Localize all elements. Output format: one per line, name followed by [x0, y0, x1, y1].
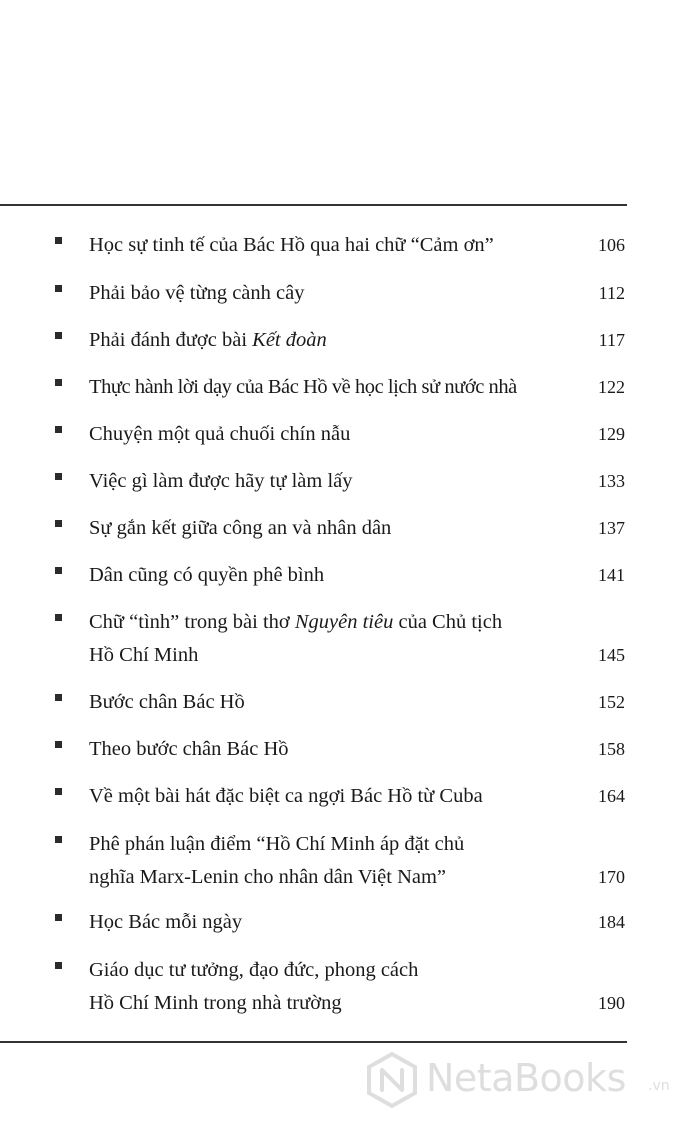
toc-entry-page: 112 [598, 283, 625, 303]
square-bullet-icon [55, 473, 62, 480]
square-bullet-icon [55, 426, 62, 433]
square-bullet-icon [55, 285, 62, 292]
toc-entry-page: 117 [598, 330, 625, 350]
toc-entry-title: Phải đánh được bài [89, 329, 253, 351]
toc-entry-title-italic: Kết đoàn [252, 329, 327, 351]
square-bullet-icon [55, 567, 62, 574]
toc-entry-title: Học sự tinh tế của Bác Hồ qua hai chữ “Cảm ơn” [89, 234, 494, 256]
toc-entry-title: Giáo dục tư tưởng, đạo đức, phong cách [89, 959, 419, 981]
square-bullet-icon [55, 379, 62, 386]
watermark [364, 1048, 684, 1112]
toc-entry-page: 184 [598, 912, 625, 932]
square-bullet-icon [55, 741, 62, 748]
toc-entry-title-cont: của Chủ tịch [393, 611, 503, 633]
square-bullet-icon [55, 332, 62, 339]
toc-entry-page: 129 [598, 424, 625, 444]
toc-entry-page: 145 [598, 645, 625, 665]
toc-entry-title-line2: Hồ Chí Minh [89, 644, 199, 666]
toc-entry-page: 152 [598, 692, 625, 712]
toc-entry-page: 141 [598, 565, 625, 585]
toc-entry-title: Theo bước chân Bác Hồ [89, 738, 289, 760]
watermark-suffix: .vn [648, 1078, 670, 1094]
toc-entry-title: Sự gắn kết giữa công an và nhân dân [89, 517, 392, 539]
square-bullet-icon [55, 520, 62, 527]
toc-entry-page: 170 [598, 867, 625, 887]
toc-entry-title: Thực hành lời dạy của Bác Hồ về học lịch sử nước nhà [89, 376, 517, 398]
toc-entry-title: Việc gì làm được hãy tự làm lấy [89, 470, 353, 492]
square-bullet-icon [55, 788, 62, 795]
toc-entry-title: Phê phán luận điểm “Hồ Chí Minh áp đặt chủ [89, 833, 465, 855]
toc-entry-page: 190 [598, 993, 625, 1013]
square-bullet-icon [55, 614, 62, 621]
toc-entry-title-italic: Nguyên tiêu [294, 611, 394, 633]
toc-entry-page: 158 [598, 739, 625, 759]
toc-entry-page: 164 [598, 786, 625, 806]
square-bullet-icon [55, 962, 62, 969]
toc-entry-title: Về một bài hát đặc biệt ca ngợi Bác Hồ từ Cuba [89, 785, 483, 807]
square-bullet-icon [55, 914, 62, 921]
toc-entry-title: Bước chân Bác Hồ [89, 691, 245, 713]
square-bullet-icon [55, 237, 62, 244]
toc-entry-title: Chữ “tình” trong bài thơ [89, 611, 295, 633]
toc-entry-page: 133 [598, 471, 625, 491]
toc-entry-title: Dân cũng có quyền phê bình [89, 564, 325, 586]
toc-entry-page: 122 [598, 377, 625, 397]
square-bullet-icon [55, 836, 62, 843]
bottom-rule [0, 1041, 627, 1043]
square-bullet-icon [55, 694, 62, 701]
toc-entry-title: Phải bảo vệ từng cành cây [89, 282, 305, 304]
hexagon-n-icon [364, 1052, 420, 1108]
toc-entry-title-line2: nghĩa Marx-Lenin cho nhân dân Việt Nam” [89, 866, 447, 888]
watermark-brand: NetaBooks [426, 1056, 626, 1100]
toc-entry-title: Chuyện một quả chuối chín nẫu [89, 423, 351, 445]
toc-entry-title: Học Bác mỗi ngày [89, 911, 243, 933]
toc-entry-page: 137 [598, 518, 625, 538]
toc-entry-page: 106 [598, 235, 625, 255]
toc-entry-title-line2: Hồ Chí Minh trong nhà trường [89, 992, 342, 1014]
